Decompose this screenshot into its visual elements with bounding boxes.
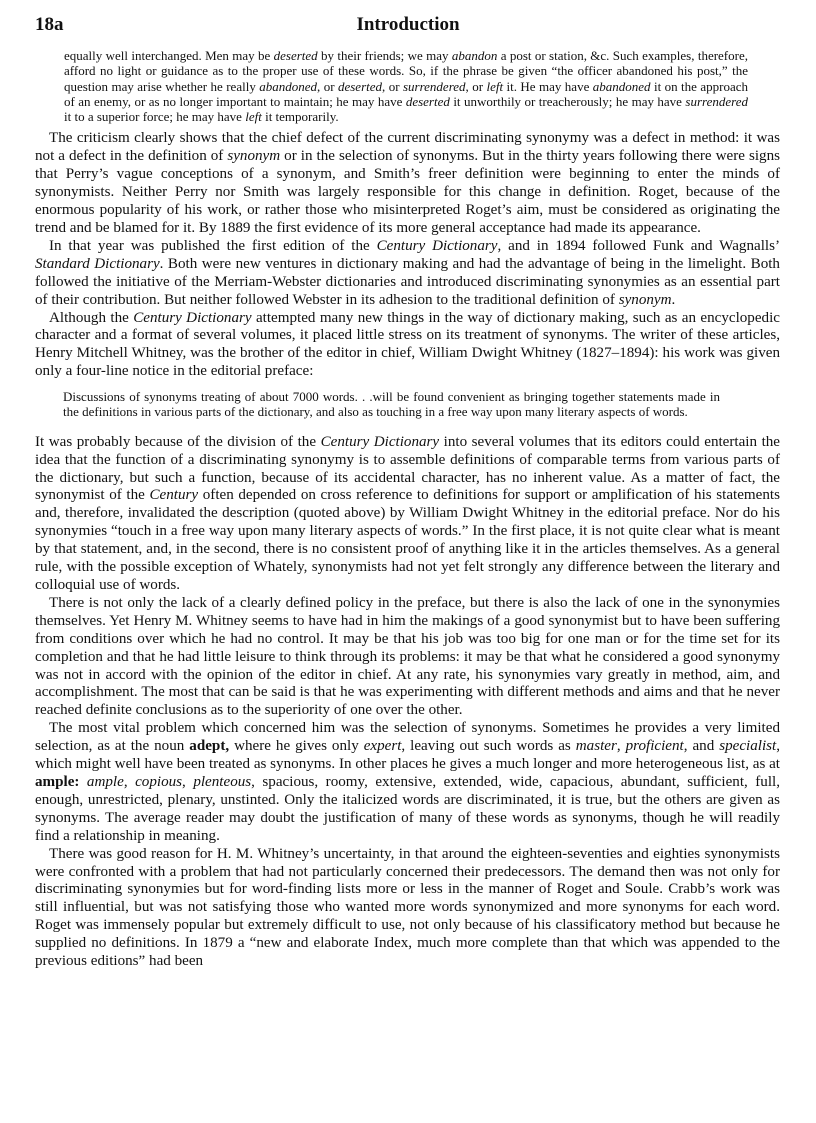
paragraph-selection: The most vital problem which concerned him was the selection of synonyms. Sometimes he provides a very limited selection, as at the noun adept, where he gives only expert, leaving out such words as master, proficient, and specialist, which might well have been treated as synonyms. In other places he gives a much longer and more heterogeneous list, as at ample: ample, copious, plenteous, spacious, roomy, extensive, extended, wide, capacious, abundant, sufficient, full, enough, unrestricted, plenary, unstinted. Only the italicized words are discriminated, it is true, but the others are given as synonyms. The average reader may doubt the justification of many of these words as synonyms, though he will readily find a relationship in meaning.	[35, 720, 781, 844]
paragraph-uncertainty: There was good reason for H. M. Whitney’s uncertainty, in that around the eighteen-seventies and eighties synonymists were confronted with a problem that had not particularly concerned their predecessors. The demand then was not only for discriminating synonymies but for word-finding lists more or less in the manner of Roget and Soule. Crabb’s work was still influential, but was not satisfying those who wanted more words synonymized and more synonyms for each word. Roget was immensely popular but extremely difficult to use, not only because of his classificatory method but because he supplied no definitions. In 1879 a “new and elaborate Index, much more complete than that which was appended to the previous editions” had been	[35, 845, 780, 970]
block-quote-abandon: equally well interchanged. Men may be deserted by their friends; we may abandon a post or station, &c. Such examples, therefore, afford no light or guidance as to the proper use of these words. So, if the phrase be given “the officer abandoned his post,” the question may arise whether he really abandoned, or deserted, or surrendered, or left it. He may have abandoned it on the approach of an enemy, or as no longer important to maintain; he may have deserted it unworthily or treacherously; he may have surrendered it to a superior force; he may have left it temporarily.	[64, 48, 748, 125]
page-header	[35, 14, 781, 40]
block-quote-preface: Discussions of synonyms treating of about 7000 words. . .will be found convenient as bringing together statements made in the definitions in various parts of the dictionary, and also as touching in a free way upon many literary aspects of words.	[63, 389, 720, 420]
page-number: 18a	[35, 14, 64, 35]
running-title: Introduction	[356, 14, 460, 35]
paragraph-division: It was probably because of the division of the Century Dictionary into several volumes that its editors could entertain the idea that the function of a discriminating synonymy is to assemble definitions of comparable terms from various parts of the dictionary, but such a function, because of its accidental character, has no inherent value. As a matter of fact, the synonymist of the Century often depended on cross reference to definitions for support or amplification of his statements and, therefore, invalidated the description (quoted above) by William Dwight Whitney in the editorial preface. Nor do his synonymies “touch in a free way upon many literary aspects of words.” In the first place, it is not quite clear what is meant by that statement, and, in the second, there is no consistent proof of anything like it in the articles themselves. As a general rule, with the possible exception of Whately, synonymists had not yet felt strongly any difference between the literary and colloquial use of words.	[35, 433, 781, 594]
paragraph-century-edition: In that year was published the first edition of the Century Dictionary, and in 1894 followed Funk and Wagnalls’ Standard Dictionary. Both were new ventures in dictionary making and had the advantage of being in the limelight. Both followed the initiative of the Merriam-Webster dictionaries and introduced discriminating synonymies as an essential part of their contribution. But neither followed Webster in its adhesion to the traditional definition of synonym.	[35, 237, 780, 308]
paragraph-century-attempts: Although the Century Dictionary attempted many new things in the way of dictionary making, such as an encyclopedic character and a format of several volumes, it placed little stress on its treatment of synonyms. The writer of these articles, Henry Mitchell Whitney, was the brother of the editor in chief, William Dwight Whitney (1827–1894): his work was given only a four-line notice in the editorial preface:	[35, 309, 780, 380]
paragraph-criticism: The criticism clearly shows that the chief defect of the current discriminating synonymy was a defect in method: it was not a defect in the definition of synonym or in the selection of synonyms. But in the thirty years following there were signs that Perry’s vague conceptions of a synonym, and Smith’s freer definition were beginning to enter the minds of synonymists. Neither Perry nor Smith was largely responsible for this change in definition. Roget, because of the enormous popularity of his work, or rather those who misinterpreted Roget’s aim, must be considered as originating the trend and be blamed for it. By 1889 the first evidence of its more general acceptance had made its appearance.	[35, 130, 780, 237]
paragraph-policy: There is not only the lack of a clearly defined policy in the preface, but there is also the lack of one in the synonymies themselves. Yet Henry M. Whitney seems to have had in him the makings of a good synonymist but to have been suffering from conditions over which he had no control. It may be that his job was too big for one man or for the time set for its completion and that he had little leisure to think through its problems: it may be that what he considered a good synonymy was not in accord with the opinion of the editor in chief. At any rate, his synonymies vary greatly in method, aim, and accomplishment. The most that can be said is that he was experimenting with different methods and aims and that he never reached definite conclusions as to the superiority of one over the other.	[35, 594, 780, 719]
page-body	[35, 48, 780, 971]
